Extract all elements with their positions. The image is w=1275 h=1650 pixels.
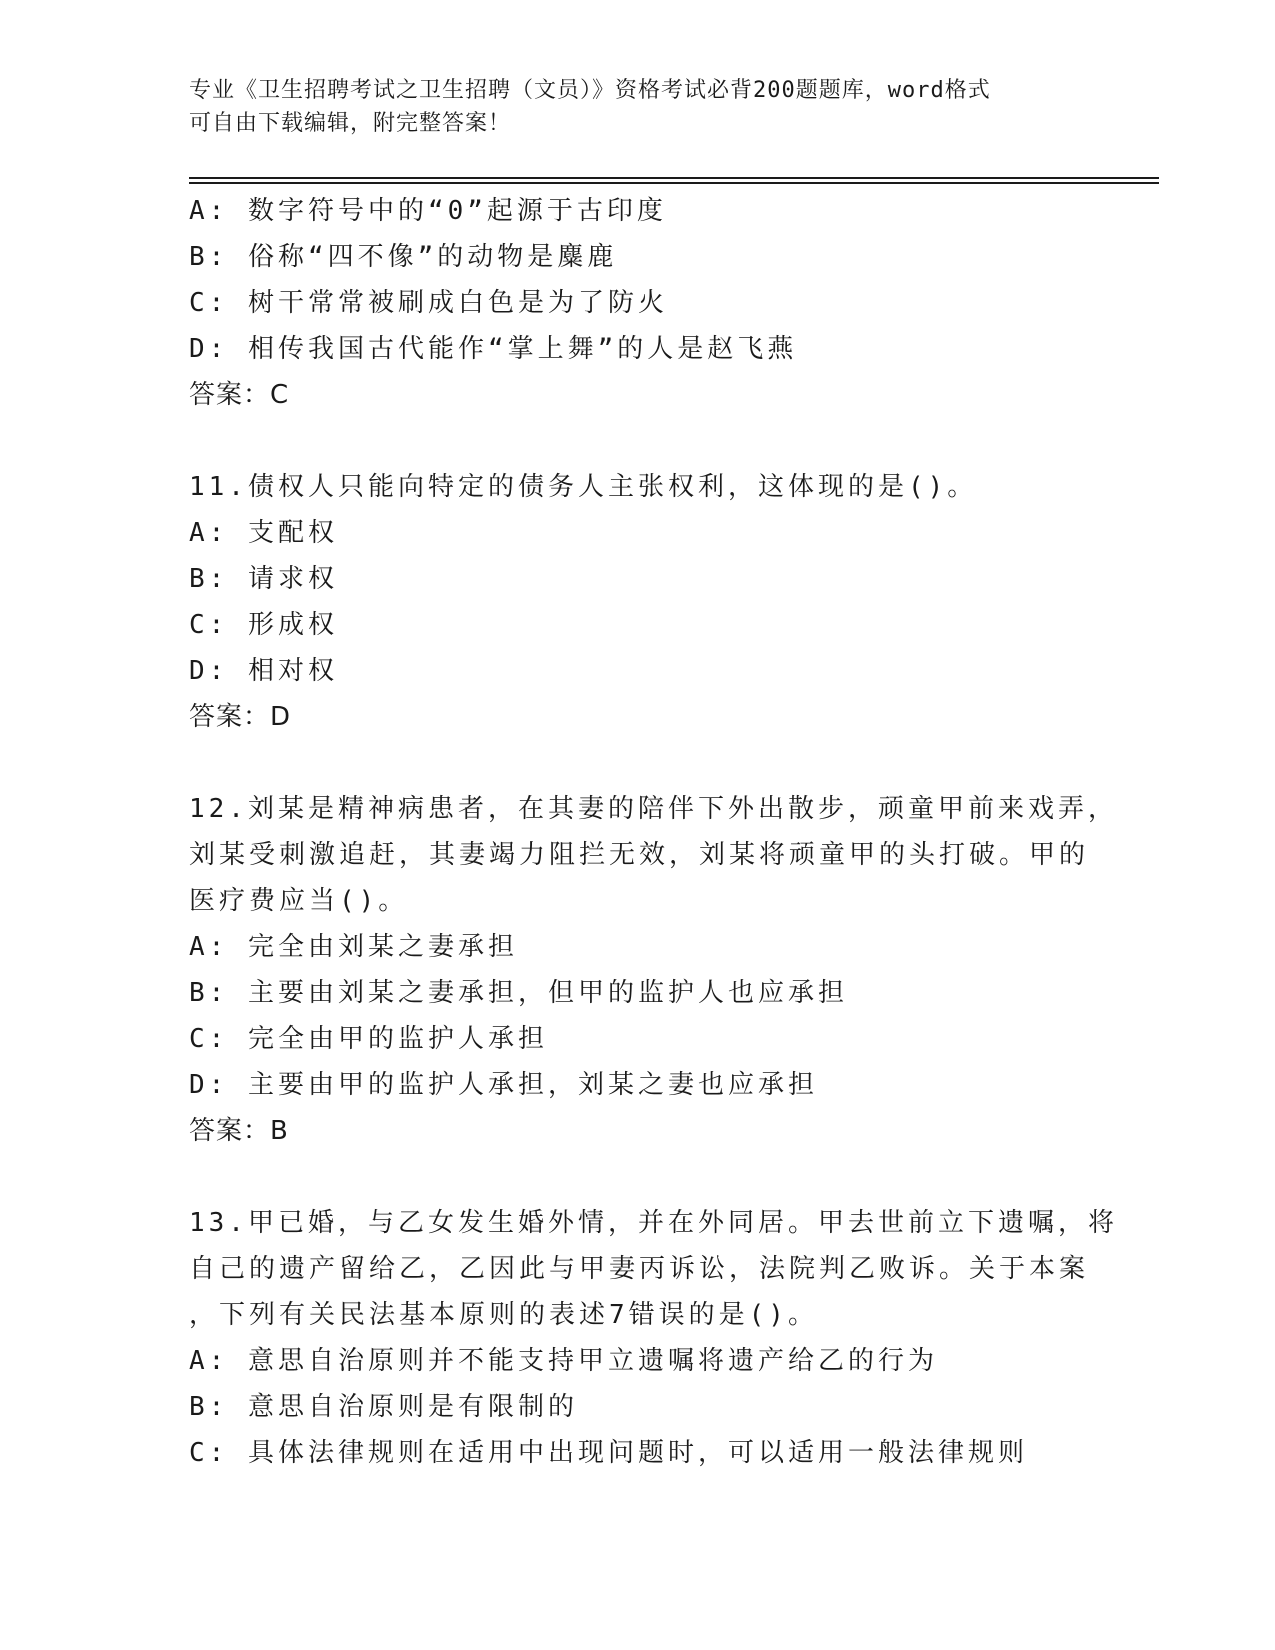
question-stem-line: 自己的遗产留给乙，乙因此与甲妻丙诉讼，法院判乙败诉。关于本案 [189, 1254, 1090, 1284]
answer: 答案：C [189, 380, 290, 410]
question-stem-line: 12.刘某是精神病患者，在其妻的陪伴下外出散步，顽童甲前来戏弄， [189, 794, 1118, 824]
question-stem-line: 13.甲已婚，与乙女发生婚外情，并在外同居。甲去世前立下遗嘱，将 [189, 1208, 1118, 1238]
question-stem: 11.债权人只能向特定的债务人主张权利，这体现的是()。 [189, 472, 978, 502]
option-c: C: 完全由甲的监护人承担 [189, 1024, 548, 1054]
option-a: A: 支配权 [189, 518, 338, 548]
header-divider-bottom [189, 182, 1159, 184]
option-b: B: 俗称“四不像”的动物是麋鹿 [189, 242, 618, 272]
option-c: C: 树干常常被刷成白色是为了防火 [189, 288, 668, 318]
answer: 答案：D [189, 702, 292, 732]
header-divider-top [189, 177, 1159, 179]
question-stem-line: ，下列有关民法基本原则的表述7错误的是()。 [189, 1300, 818, 1330]
spacer [189, 1154, 1169, 1200]
question-13 [189, 1200, 1169, 1476]
answer: 答案：B [189, 1116, 289, 1146]
question-list [189, 188, 1169, 1476]
header-line-1: 专业《卫生招聘考试之卫生招聘（文员）》资格考试必背200题题库，word格式 [189, 78, 991, 103]
option-b: B: 主要由刘某之妻承担，但甲的监护人也应承担 [189, 978, 848, 1008]
question-10 [189, 188, 1169, 418]
option-d: D: 相对权 [189, 656, 338, 686]
spacer [189, 740, 1169, 786]
option-a: A: 完全由刘某之妻承担 [189, 932, 518, 962]
question-12 [189, 786, 1169, 1154]
option-b: B: 意思自治原则是有限制的 [189, 1392, 578, 1422]
option-d: D: 相传我国古代能作“掌上舞”的人是赵飞燕 [189, 334, 798, 364]
header-line-2: 可自由下载编辑，附完整答案！ [189, 111, 512, 136]
option-d: D: 主要由甲的监护人承担，刘某之妻也应承担 [189, 1070, 818, 1100]
option-c: C: 具体法律规则在适用中出现问题时，可以适用一般法律规则 [189, 1438, 1028, 1468]
question-stem-line: 刘某受刺激追赶，其妻竭力阻拦无效，刘某将顽童甲的头打破。甲的 [189, 840, 1090, 870]
document-header [189, 74, 1069, 140]
question-11 [189, 464, 1169, 740]
option-c: C: 形成权 [189, 610, 338, 640]
option-a: A: 数字符号中的“0”起源于古印度 [189, 196, 667, 226]
spacer [189, 418, 1169, 464]
question-stem-line: 医疗费应当()。 [189, 886, 409, 916]
option-a: A: 意思自治原则并不能支持甲立遗嘱将遗产给乙的行为 [189, 1346, 938, 1376]
option-b: B: 请求权 [189, 564, 338, 594]
